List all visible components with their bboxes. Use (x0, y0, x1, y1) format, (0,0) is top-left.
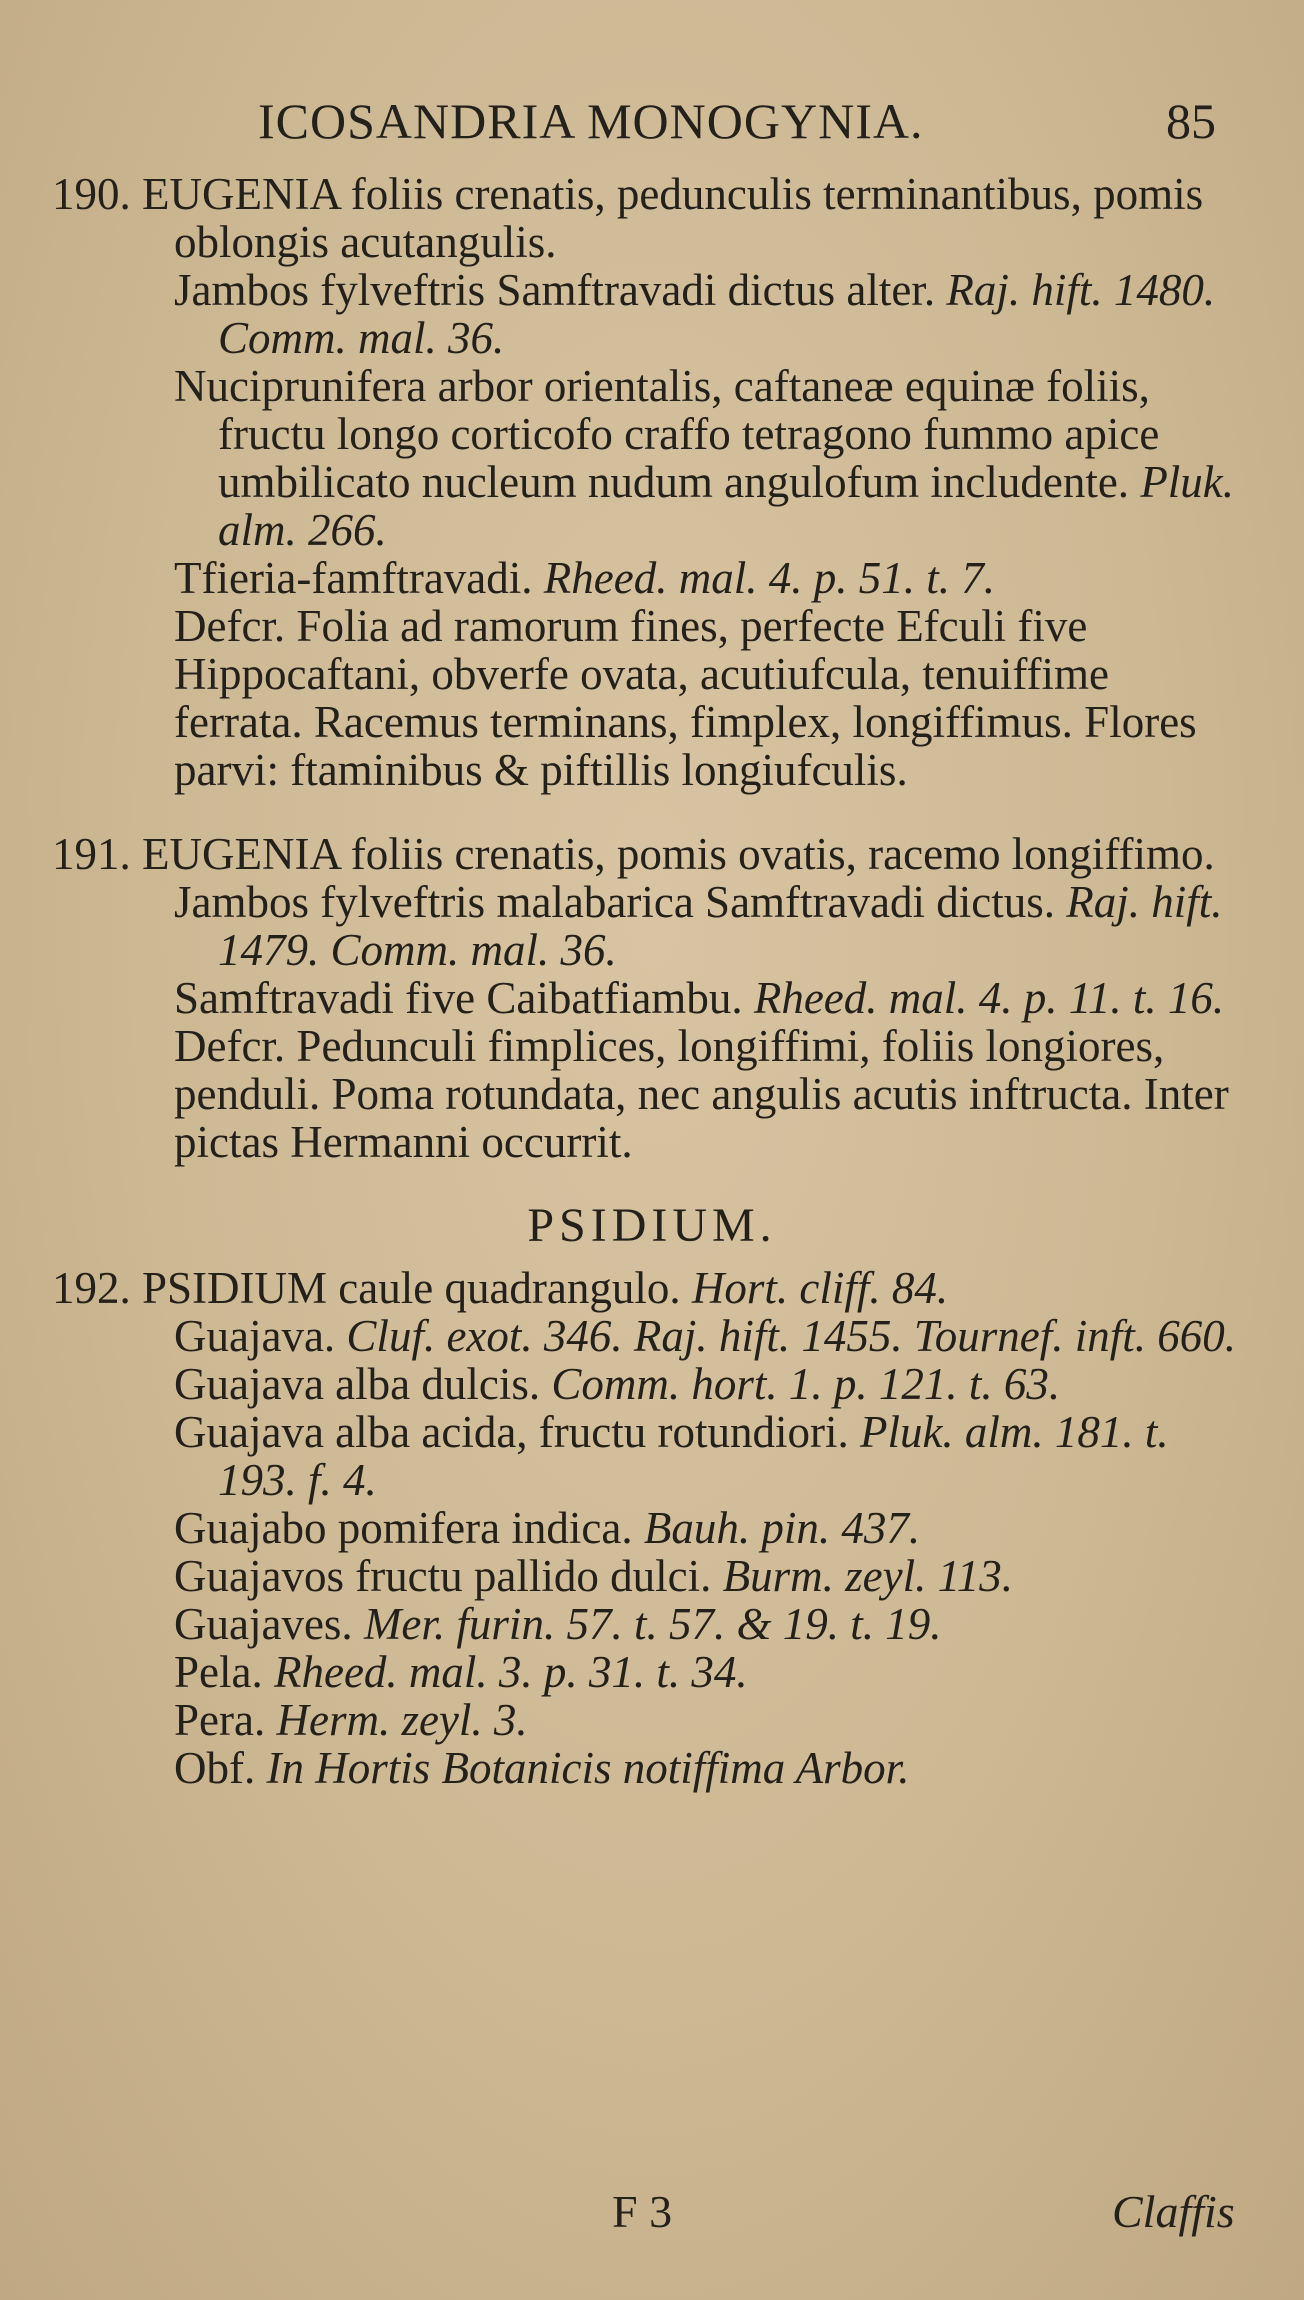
entry-number: 192. (52, 1263, 131, 1313)
synonym (174, 362, 1238, 554)
synonym-reference: Cluf. exot. 346. Raj. hift. 1455. Tournef. inft. 660. (346, 1311, 1237, 1361)
synonym-reference: Comm. hort. 1. p. 121. t. 63. (551, 1359, 1061, 1409)
synonym-text: Guajabo pomifera indica. (174, 1503, 633, 1553)
synonym-text: Tfieria-famftravadi. (174, 553, 533, 603)
observation-text: In Hortis Botanicis notiffima Arbor. (266, 1743, 910, 1793)
synonym-reference: Pluk. alm. 266. (218, 457, 1235, 555)
synonym-reference: Rheed. mal. 4. p. 51. t. 7. (543, 553, 995, 603)
synonym-reference: Herm. zeyl. 3. (276, 1695, 528, 1745)
catchword: Claffis (1112, 2186, 1235, 2237)
synonym-text: Guajava alba dulcis. (174, 1359, 541, 1409)
synonym-text: Pera. (174, 1695, 266, 1745)
synonym (174, 1600, 1238, 1648)
entry-190 (0, 170, 1304, 794)
synonym-text: Pela. (174, 1647, 263, 1697)
synonym-reference: Raj. hift. 1480. Comm. mal. 36. (218, 265, 1216, 363)
synonym (174, 878, 1238, 974)
synonym-text: Guajava alba acida, fructu rotundiori. (174, 1407, 849, 1457)
synonym-text: Samftravadi five Caibatfiambu. (174, 973, 743, 1023)
observation (174, 1744, 1238, 1792)
entry-heading (52, 1264, 1238, 1312)
page-number: 85 (1166, 93, 1216, 149)
synonym (174, 1648, 1238, 1696)
synonym-reference: Bauh. pin. 437. (643, 1503, 921, 1553)
entry-diagnosis: PSIDIUM caule quadrangulo. (142, 1263, 681, 1313)
synonym (174, 1408, 1238, 1504)
synonym (174, 1312, 1238, 1360)
section-title: PSIDIUM. (527, 1199, 777, 1252)
synonym-reference: Pluk. alm. 181. t. 193. f. 4. (218, 1407, 1169, 1505)
entry-number: 191. (52, 829, 131, 879)
synonym-text: Guajaves. (174, 1599, 353, 1649)
synonym (174, 266, 1238, 362)
synonym-text: Guajava. (174, 1311, 336, 1361)
entry-description: Defcr. Folia ad ramorum fines, perfecte Efculi five Hippocaftani, obverfe ovata, acutiufcula, tenuiffime ferrata. Racemus terminans, fimplex, longiffimus. Flores parvi: ftaminibus & piftillis longiufculis. (174, 601, 1197, 795)
page-body (0, 170, 1304, 1828)
synonym-text: Guajavos fructu pallido dulci. (174, 1551, 712, 1601)
synonym-reference: Burm. zeyl. 113. (722, 1551, 1013, 1601)
page-footer (0, 2185, 1304, 2245)
page-header (0, 92, 1304, 152)
entry-reference: Hort. cliff. 84. (691, 1263, 949, 1313)
synonym (174, 1552, 1238, 1600)
synonym (174, 1504, 1238, 1552)
entry-diagnosis: EUGENIA foliis crenatis, pomis ovatis, racemo longiffimo. (142, 829, 1215, 879)
entry-191 (0, 830, 1304, 1166)
entry-diagnosis: EUGENIA foliis crenatis, pedunculis terminantibus, pomis oblongis acutangulis. (142, 169, 1204, 267)
synonym (174, 974, 1238, 1022)
entry-description: Defcr. Pedunculi fimplices, longiffimi, foliis longiores, penduli. Poma rotundata, nec angulis acutis inftructa. Inter pictas Hermanni occurrit. (174, 1021, 1229, 1167)
synonym-reference: Rheed. mal. 3. p. 31. t. 34. (273, 1647, 748, 1697)
synonym-reference: Raj. hift. 1479. Comm. mal. 36. (218, 877, 1223, 975)
synonym (174, 1360, 1238, 1408)
synonym (174, 1696, 1238, 1744)
synonym-reference: Rheed. mal. 4. p. 11. t. 16. (753, 973, 1225, 1023)
synonym-text: Jambos fylveftris Samftravadi dictus alter. (174, 265, 936, 315)
entry-number: 190. (52, 169, 131, 219)
entry-192 (0, 1264, 1304, 1792)
signature-mark: F 3 (612, 2186, 673, 2237)
synonym-text: Jambos fylveftris malabarica Samftravadi dictus. (174, 877, 1055, 927)
observation-label: Obf. (174, 1743, 256, 1793)
running-title: ICOSANDRIA MONOGYNIA. (258, 93, 924, 149)
synonym-text: Nuciprunifera arbor orientalis, caftaneæ equinæ foliis, fructu longo corticofo craffo tetragono fummo apice umbilicato nucleum nudum angulofum includente. (174, 361, 1160, 507)
entry-heading (52, 170, 1238, 266)
synonym (174, 554, 1238, 602)
entry-heading (52, 830, 1238, 878)
synonym-reference: Mer. furin. 57. t. 57. & 19. t. 19. (363, 1599, 942, 1649)
